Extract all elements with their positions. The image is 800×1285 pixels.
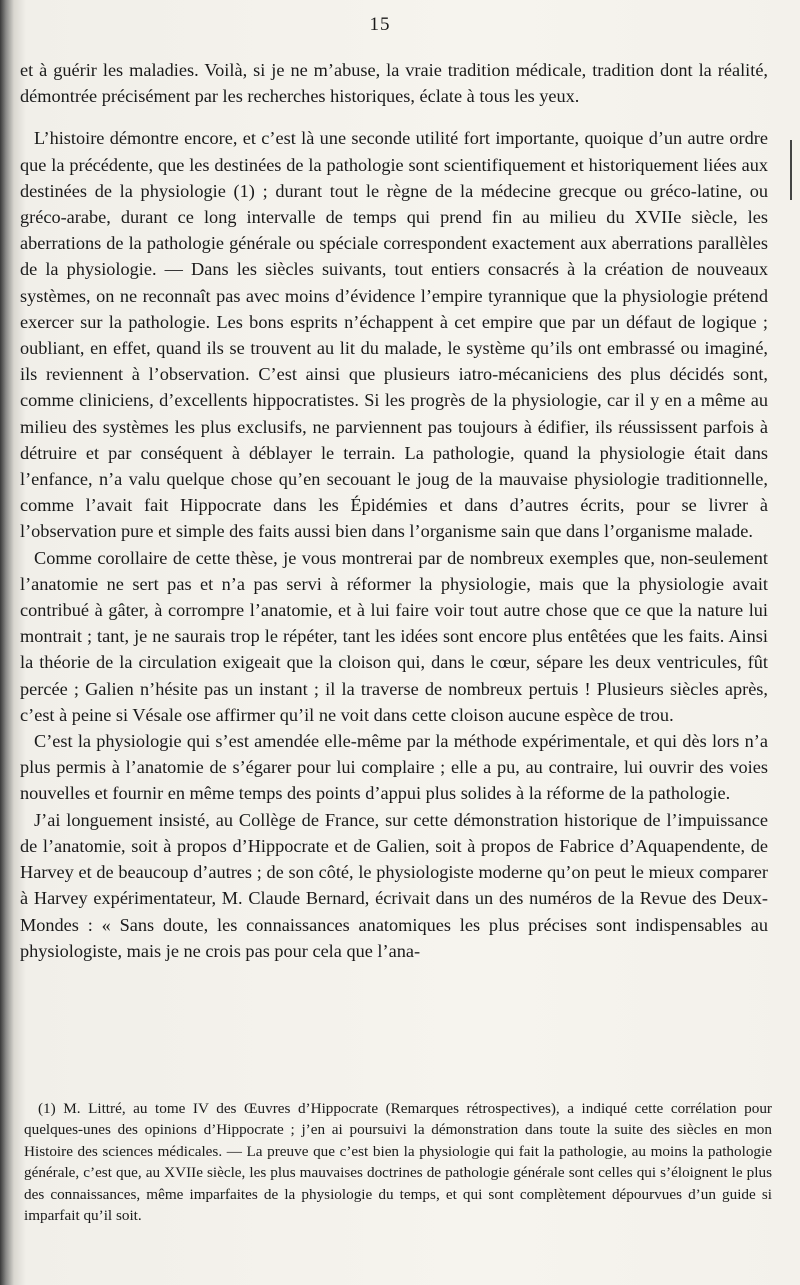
paragraph-3: Comme corollaire de cette thèse, je vous montrerai par de nombreux exemples que, non-seulement l’anatomie ne sert pas et n’a pas servi à réformer la physiologie, mais que la physiologie avait contribué à gâter, à corrompre l’anatomie, et à lui faire voir tout autre chose que ce que la nature lui montrait ; tant, je ne saurais trop le répéter, tant les idées sont encore plus entêtées que les faits. Ainsi la théorie de la circulation exigeait que la cloison qui, dans le cœur, sépare les deux ventricules, fût percée ; Galien n’hésite pas un instant ; il la traverse de nombreux pertuis ! Plusieurs siècles après, c’est à peine si Vésale ose affirmer qu’il ne voit dans cette cloison aucune espèce de trou. bbox=[20, 547, 768, 725]
footnotes bbox=[24, 1098, 772, 1226]
paragraph-2: L’histoire démontre encore, et c’est là une seconde utilité fort importante, quoique d’un autre ordre que la précédente, que les destinées de la pathologie sont scientifiquement et historiquement liées aux destinées de la physiologie (1) ; durant tout le règne de la médecine grecque ou gréco-latine, ou gréco-arabe, durant ce long intervalle de temps qui prend fin au milieu du XVIIe siècle, les aberrations de la pathologie générale ou spéciale correspondent exactement aux aberrations parallèles de la physiologie. — Dans les siècles suivants, tout entiers consacrés à la création de nouveaux systèmes, on ne reconnaît pas avec moins d’évidence l’empire tyrannique que la physiologie prétend exercer sur la pathologie. Les bons esprits n’échappent à cet empire que par un défaut de logique ; oubliant, en effet, quand ils se trouvent au lit du malade, le système qu’ils ont embrassé ou imaginé, ils reviennent à l’observation. C’est ainsi que plusieurs iatro-mécaniciens des plus décidés sont, comme cliniciens, d’excellents hippocratistes. Si les progrès de la physiologie, car il y en a même au milieu des systèmes les plus exclusifs, ne parviennent pas toujours à édifier, ils réussissent parfois à détruire et par conséquent à déblayer le terrain. La pathologie, quand la physiologie était dans l’enfance, n’a valu quelque chose qu’en secouant le joug de la mauvaise physiologie traditionnelle, comme l’avait fait Hippocrate dans les Épidémies et dans d’autres écrits, pour se livrer à l’observation pure et simple des faits aussi bien dans l’organisme sain que dans l’organisme malade. bbox=[20, 128, 768, 542]
page-number: 15 bbox=[369, 14, 391, 35]
paragraph-5: J’ai longuement insisté, au Collège de France, sur cette démonstration historique de l’impuissance de l’anatomie, soit à propos d’Hippocrate et de Galien, soit à propos de Fabrice d’Aquapendente, de Harvey et de beaucoup d’autres ; de son côté, le physiologiste moderne qu’on peut le mieux comparer à Harvey expérimentateur, M. Claude Bernard, écrivait dans un des numéros de la Revue des Deux-Mondes : « Sans doute, les connaissances anatomiques les plus précises sont indispensables au physiologiste, mais je ne crois pas pour cela que l’ana- bbox=[20, 809, 768, 961]
body-text bbox=[20, 57, 768, 964]
paragraph-4: C’est la physiologie qui s’est amendée elle-même par la méthode expérimentale, et qui dès lors n’a plus permis à l’anatomie de s’égarer pour lui complaire ; elle a pu, au contraire, lui ouvrir des voies nouvelles et fournir en même temps des points d’appui plus solides à la réforme de la pathologie. bbox=[20, 731, 768, 804]
margin-mark bbox=[790, 140, 792, 200]
footnote-1: (1) M. Littré, au tome IV des Œuvres d’Hippocrate (Remarques rétrospectives), a indiqué cette corrélation pour quelques-unes des opinions d’Hippocrate ; j’en ai poursuivi la démonstration dans toute la suite des siècles en mon Histoire des sciences médicales. — La preuve que c’est bien la physiologie qui fait la pathologie, au moins la pathologie générale, c’est que, au XVIIe siècle, les plus mauvaises doctrines de pathologie générale sont celles qui s’éloignent le plus des connaissances, même imparfaites de la physiologie du temps, et qui sont complètement dépourvues d’un guide si imparfait qu’il soit. bbox=[24, 1100, 772, 1225]
paragraph-1: et à guérir les maladies. Voilà, si je ne m’abuse, la vraie tradition médicale, tradition dont la réalité, démontrée précisément par les recherches historiques, éclate à tous les yeux. bbox=[20, 60, 768, 107]
